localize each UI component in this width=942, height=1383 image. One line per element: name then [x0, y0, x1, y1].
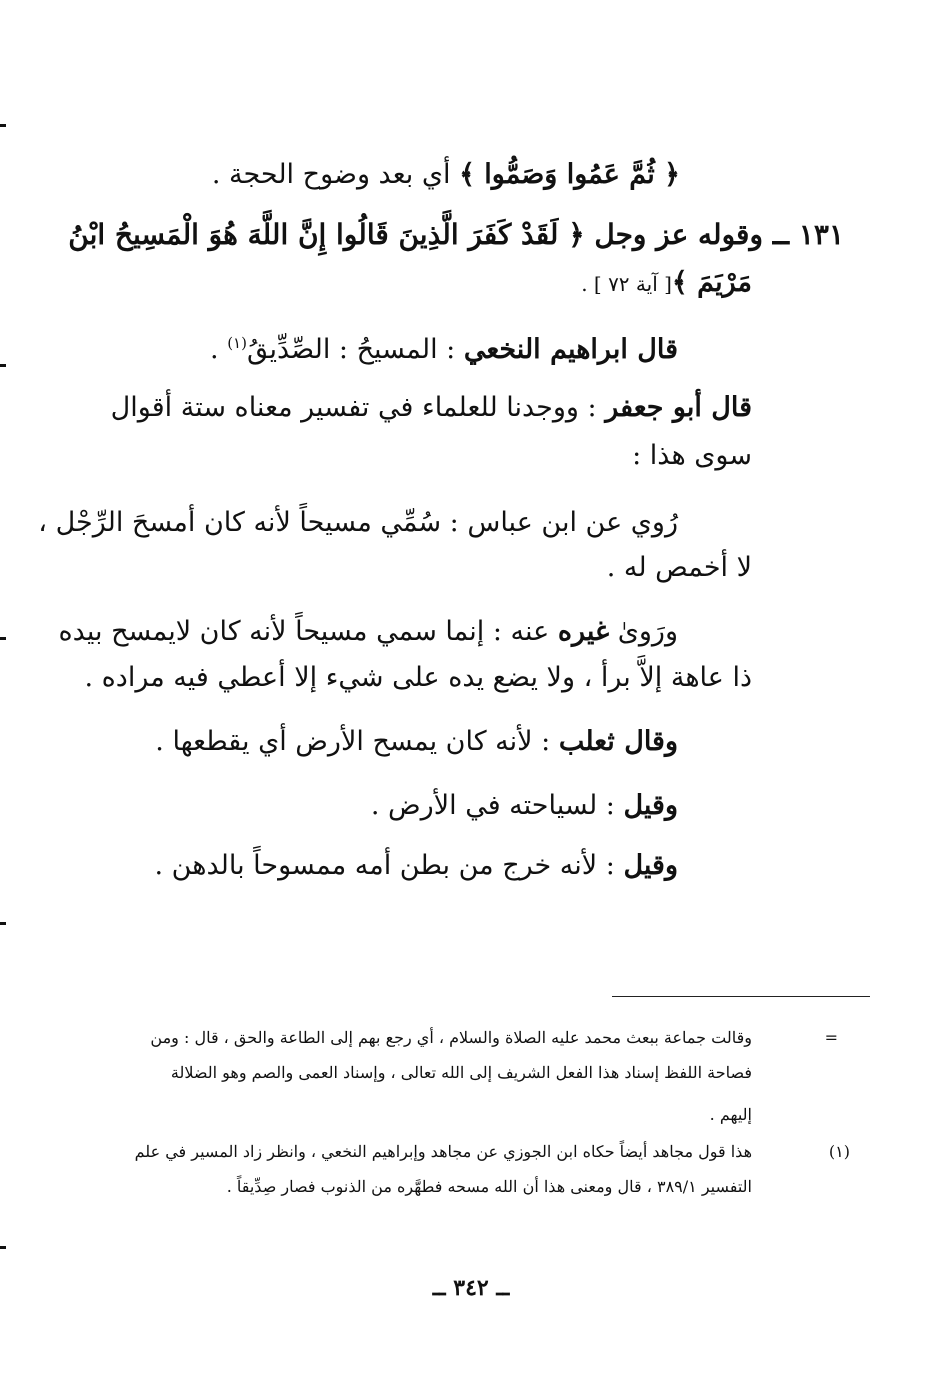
abu-jafar-lead: قال أبو جعفر — [605, 392, 752, 423]
qila1-text: : لسياحته في الأرض . — [370, 790, 624, 821]
quran-quote-part1: ﴿ لَقَدْ كَفَرَ الَّذِينَ قَالُوا إِنَّ اللَّهَ هُوَ الْمَسِيحُ ابْنُ — [68, 218, 585, 251]
ibn-abbas-cont: لا أخمص له . — [606, 552, 752, 583]
footnote-1-line2: التفسير ٣٨٩/١ ، قال ومعنى هذا أن الله مسحه فطهَّره من الذنوب فصار صِدِّيقاً . — [226, 1177, 752, 1196]
abu-jafar-text: : ووجدنا للعلماء في تفسير معناه ستة أقوال — [110, 392, 606, 423]
footnote-separator — [612, 996, 870, 997]
thaalab-text: : لأنه كان يمسح الأرض أي يقطعها . — [155, 726, 559, 757]
others-lead: غيره — [557, 616, 610, 647]
margin-mark — [0, 922, 6, 925]
entry-number: ١٣١ ــ وقوله عز وجل — [584, 218, 844, 251]
footnote-ref: (١) — [227, 334, 247, 352]
period: . — [210, 334, 228, 365]
qila1-line — [371, 786, 678, 826]
margin-mark — [0, 124, 6, 127]
margin-mark — [0, 637, 6, 640]
footnote-cont-marker: = — [824, 1028, 838, 1047]
qila2-text: : لأنه خرج من بطن أمه ممسوحاً بالدهن . — [154, 850, 624, 881]
page-number: ــ ٣٤٢ ــ — [432, 1275, 510, 1301]
footnote-cont-line3: إليهم . — [709, 1105, 752, 1124]
abu-jafar-line2 — [632, 436, 752, 476]
footnote-cont-line1: وقالت جماعة ببعث محمد عليه الصلاة والسلام ، أي رجع بهم إلى الطاعة والحق ، قال : ومن — [150, 1028, 752, 1047]
others-line2 — [84, 658, 752, 698]
others-lead-pre: ورَوىٰ — [609, 616, 678, 647]
thaalab-line — [155, 722, 678, 762]
ibn-abbas-text: رُوي عن ابن عباس : سُمِّي مسيحاً لأنه كان أمسحَ الرِّجْل ، — [38, 507, 678, 538]
verse-reference: [ آية ٧٢ ] . — [581, 272, 672, 296]
nakhai-text: : المسيحُ : الصِّدِّيقُ — [246, 334, 464, 365]
qila2-line — [154, 846, 678, 886]
verse-line — [212, 155, 680, 195]
thaalab-lead: وقال ثعلب — [558, 726, 678, 757]
footnote-cont-line2: فصاحة اللفظ إسناد هذا الفعل الشريف إلى الله تعالى ، وإسناد العمى والصم وهو الضلالة — [170, 1063, 752, 1082]
others-cont: ذا عاهة إلاَّ برأ ، ولا يضع يده على شيء إلا أعطي فيه مراده . — [84, 662, 752, 693]
entry-131-line2 — [581, 263, 752, 304]
footnote-1-line1: هذا قول مجاهد أيضاً حكاه ابن الجوزي عن مجاهد وإبراهيم النخعي ، وانظر زاد المسير في علم — [134, 1142, 752, 1161]
verse-explanation: أي بعد وضوح الحجة . — [211, 159, 460, 190]
qila1-lead: وقيل — [623, 790, 678, 821]
others-text: عنه : إنما سمي مسيحاً لأنه كان لايمسح بيده — [58, 616, 558, 647]
others-line1 — [59, 612, 679, 652]
margin-mark — [0, 1246, 6, 1249]
quran-quote-part2: مَرْيَمَ ﴾ — [671, 267, 752, 298]
entry-131-line1 — [68, 215, 844, 255]
abu-jafar-cont: سوى هذا : — [632, 440, 752, 471]
qila2-lead: وقيل — [623, 850, 678, 881]
nakhai-paragraph — [210, 323, 678, 370]
footnote-1-marker: (١) — [828, 1142, 850, 1161]
abu-jafar-line1 — [111, 388, 752, 428]
ibn-abbas-line1 — [38, 503, 678, 543]
margin-mark — [0, 364, 6, 367]
quran-quote: ﴿ ثُمَّ عَمُوا وَصَمُّوا ﴾ — [459, 159, 680, 190]
nakhai-lead: قال ابراهيم النخعي — [463, 334, 678, 365]
ibn-abbas-line2 — [607, 548, 752, 588]
